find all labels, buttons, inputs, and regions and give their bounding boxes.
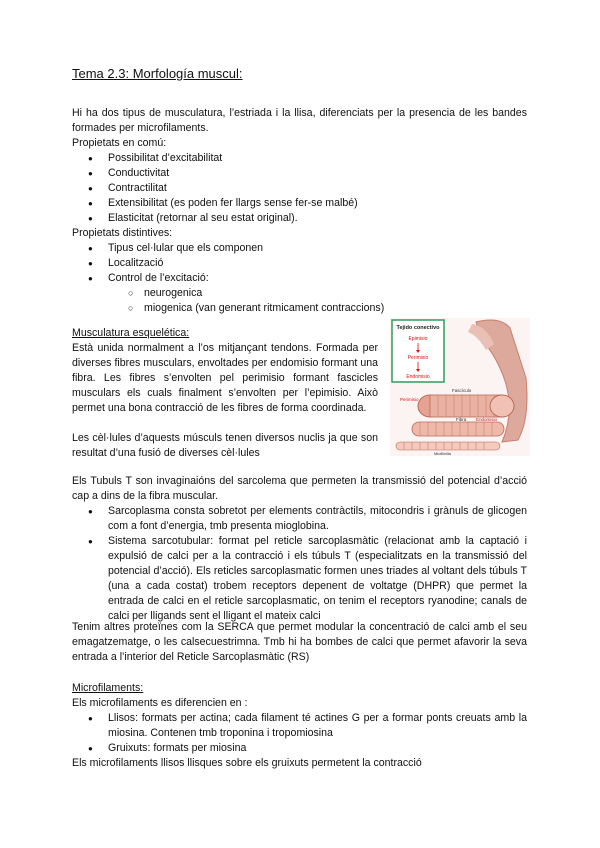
label-endomisio-box: Endomisio [406, 374, 430, 380]
list-item: ● Localització [72, 256, 527, 271]
label-perimisio-box: Perimisio [407, 355, 429, 361]
microfilaments-intro: Els microfilaments es diferencien en : [72, 697, 248, 709]
skeletal-paragraph: Està unida normalment a l’os mitjançant tendons. Formada per diverses fibres musculars, envoltades per endomisio formant una fibra. Les fibres s’envolten pel perimisio formant fascicles musculars els cuals finalment s’envolten per l’epimisio. Això permet una bona contracció de les fibres de forma coordinada. [72, 342, 378, 414]
tubuls-paragraph: Els Tubuls T son invaginaións del sarcolema que permeten la transmissió del potencial d’acció cap a dins de la fibra muscular. [72, 475, 527, 502]
intro-paragraph: Hi ha dos tipus de musculatura, l’estriada i la llisa, diferenciats per la presencia de les bandes formades per microfilaments. [72, 107, 527, 134]
label-endomisio: Endomisio [476, 417, 498, 422]
list-item: ● Sarcoplasma consta sobretot per elements contràctils, mitocondris i grànuls de glicogen com a font d’energia, tmb presenta mioglobina. [72, 504, 527, 534]
list-item: ● Llisos: formats per actina; cada filament té actines G per a formar ponts creuats amb la miosina. Contenen tmb troponina i tropomiosina [72, 711, 527, 741]
label-myofibril: Miofibrilla [434, 451, 451, 456]
fascicle-bundle [418, 395, 514, 417]
list-item: ● Elasticitat (retornar al seu estat original). [72, 211, 527, 226]
muscle-fiber [412, 422, 504, 436]
common-properties-heading: Propietats en comú: [72, 137, 167, 149]
label-perimisio: Perimisio [400, 397, 419, 402]
page-title: Tema 2.3: Morfología muscul: [72, 66, 243, 81]
serca-paragraph: Tenim altres proteïnes com la SERCA que permet modular la concentració de calci amb el seu emagatzematge, o les calsecuestrimna. Tmb hi ha bombes de calci que permet afavorir la seva entrada a l’interior del Reticle Sarcoplasmàtic (RS) [72, 621, 527, 663]
microfilaments-list [72, 711, 527, 756]
muscle-diagram [390, 318, 530, 456]
connective-tissue-title: Tejido conectivo [396, 325, 440, 331]
label-epimisio: Epimisio [408, 336, 428, 342]
list-item: ● Tipus cel·lular que els componen [72, 241, 527, 256]
distinct-properties-heading: Propietats distintives: [72, 227, 173, 239]
distinct-properties-list [72, 241, 527, 316]
skeletal-heading: Musculatura esquelética: [72, 327, 190, 339]
list-item: ● Conductivitat [72, 166, 527, 181]
microfilaments-heading: Microfilaments: [72, 682, 144, 694]
list-item: ● Control de l’excitació: [72, 271, 527, 286]
list-item: ● Sistema sarcotubular: format pel reticle sarcoplasmàtic (relacionat amb la captació i expulsió de calci per a la contracció i els túbuls T (especialitzats en la transmissió del potencial d’acció). Els reticles sarcoplasmatic formen unes triades al voltant dels túbuls T (una a cada costat) trobem receptors depenent de voltatge (DHPR) que permet la entrada de calci en el reticle sarcoplasmatic, on tenim el receptors ryanodine; canals de calci per lligands sent el lligant el mateix calci [72, 534, 527, 624]
list-item: ● Contractilitat [72, 181, 527, 196]
common-properties-list [72, 151, 527, 226]
sub-list-item: ○ neurogenica [72, 286, 527, 301]
tubuls-list [72, 504, 527, 624]
muscle-structure-illustration [390, 318, 530, 456]
skeletal-paragraph-2: Les cèl·lules d’aquests músculs tenen diversos nuclis ja que son resultat d’una fusió de diverses cèl·lules [72, 432, 378, 459]
list-item: ● Possibilitat d’excitabilitat [72, 151, 527, 166]
myofibril [396, 442, 500, 450]
label-fiber: Fibra [456, 417, 467, 422]
label-fascicle: Fascículo [452, 388, 472, 393]
sub-list-item: ○ miogenica (van generant ritmicament contraccions) [72, 301, 527, 316]
list-item: ● Gruixuts: formats per miosina [72, 741, 527, 756]
microfilaments-outro: Els microfilaments llisos llisques sobre els gruixuts permetent la contracció [72, 757, 422, 769]
list-item: ● Extensibilitat (es poden fer llargs sense fer-se malbé) [72, 196, 527, 211]
